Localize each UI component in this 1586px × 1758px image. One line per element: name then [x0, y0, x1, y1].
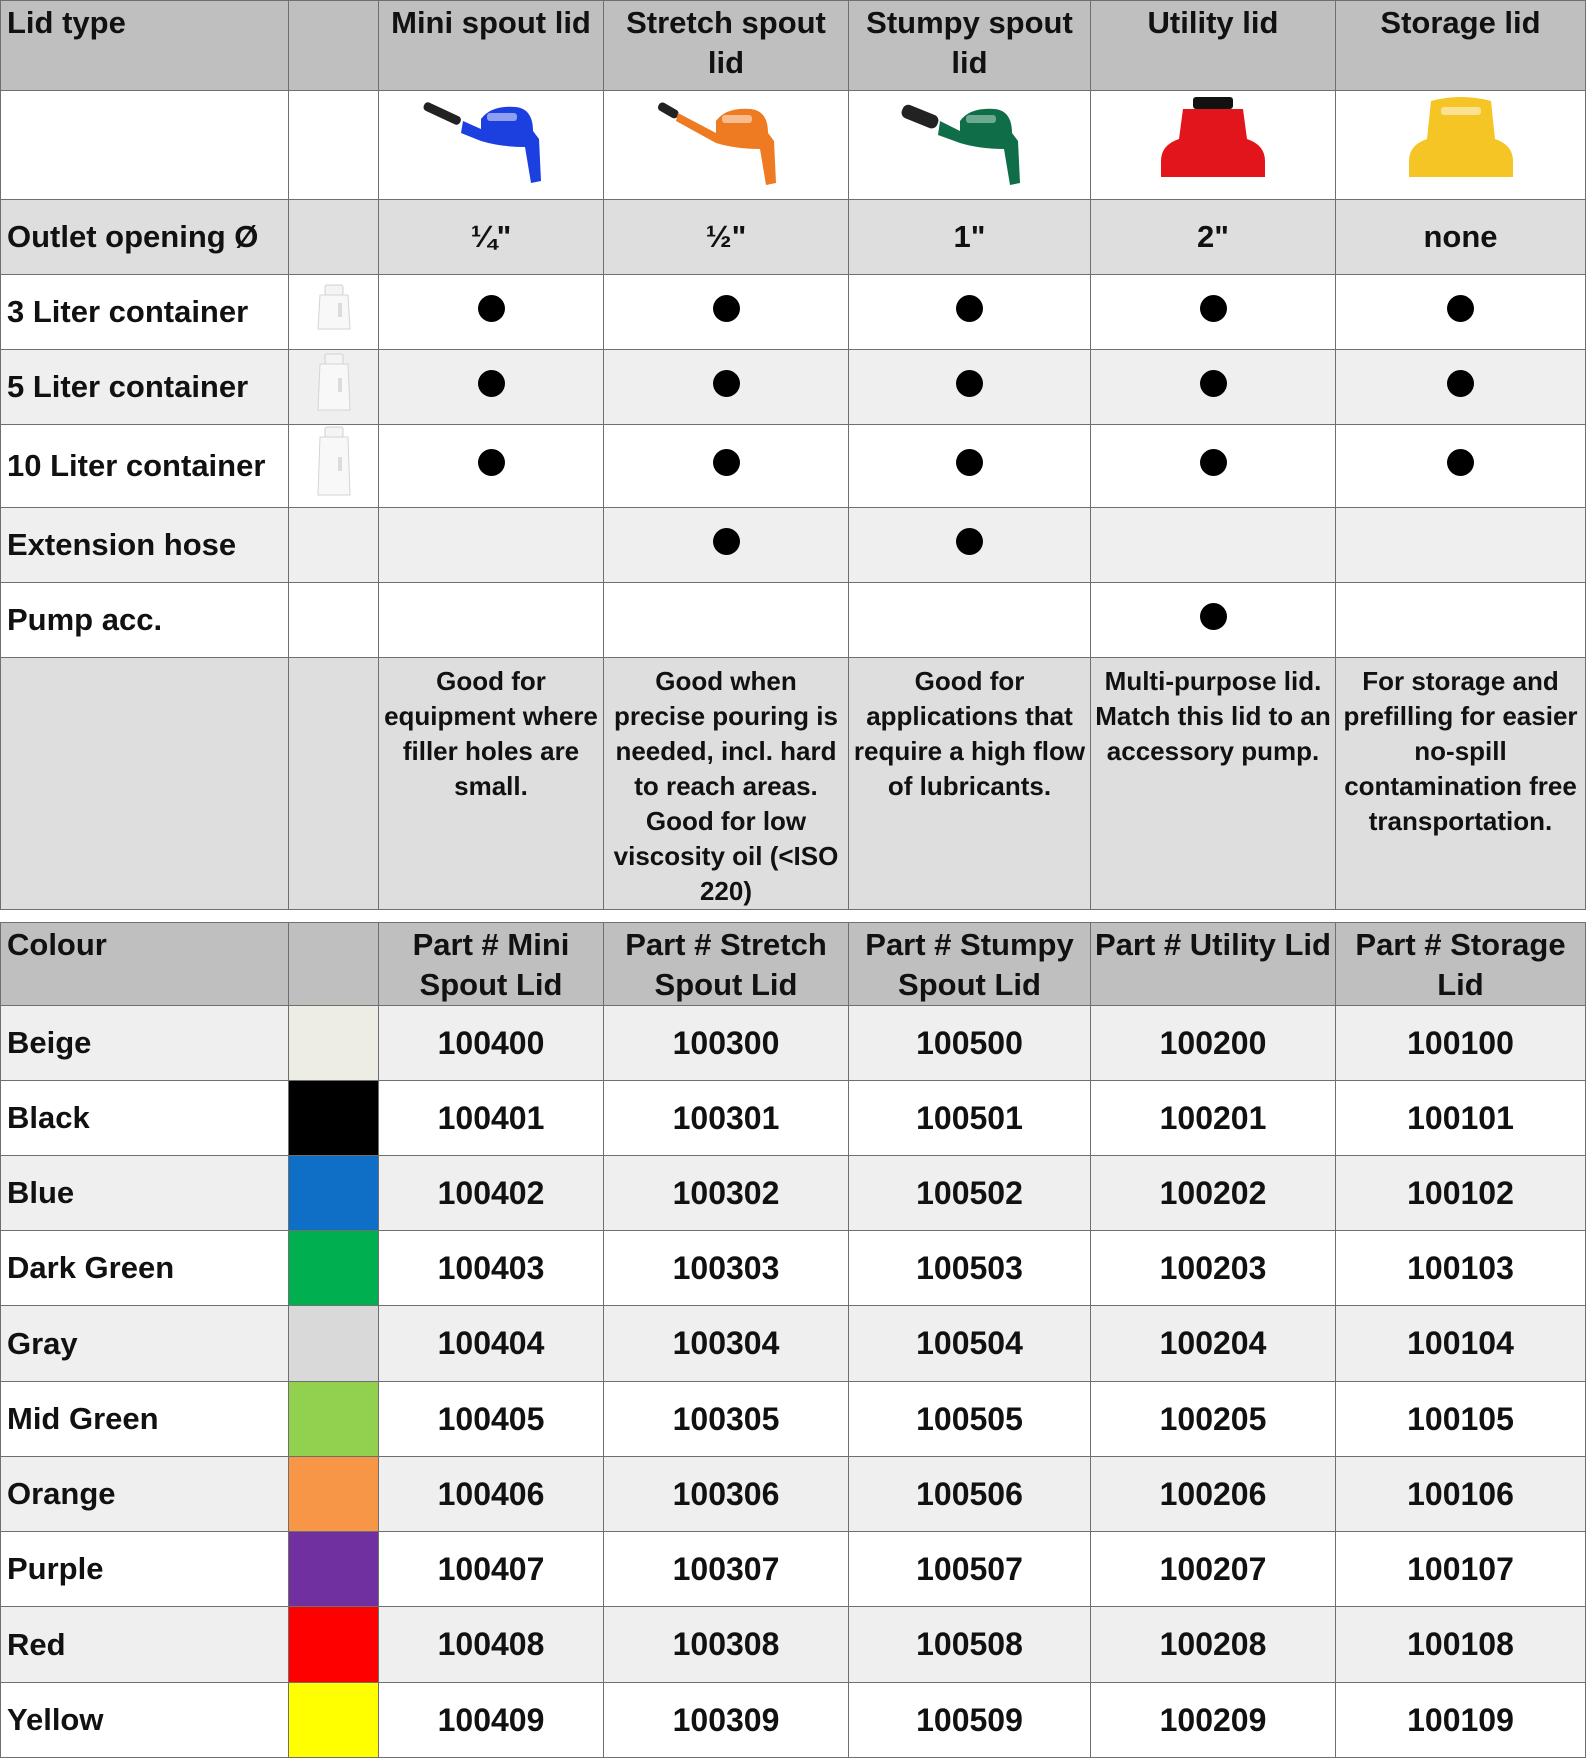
- compatible-dot-icon: [956, 528, 983, 555]
- compatibility-mark-cell: [379, 583, 604, 658]
- compatibility-row: [1, 350, 1586, 425]
- stretch-spout-lid-icon: [656, 91, 796, 191]
- compatibility-label: Extension hose: [1, 508, 289, 583]
- lid-image-cell: [379, 91, 604, 200]
- compatible-dot-icon: [1200, 449, 1227, 476]
- compatibility-row: [1, 583, 1586, 658]
- part-number: 100303: [604, 1231, 849, 1306]
- compatibility-mark-cell: [1091, 508, 1336, 583]
- part-column-header: Part # Utility Lid: [1091, 923, 1336, 1006]
- outlet-value: none: [1336, 200, 1586, 275]
- part-number: 100406: [379, 1457, 604, 1532]
- part-header-row: [1, 923, 1586, 1006]
- colour-name: Dark Green: [1, 1231, 289, 1306]
- colour-swatch: [289, 1607, 379, 1683]
- compatibility-label: Pump acc.: [1, 583, 289, 658]
- blank-cell: [289, 91, 379, 200]
- colour-swatch: [289, 1532, 379, 1607]
- compatibility-mark-cell: [1336, 275, 1586, 350]
- colour-name: Beige: [1, 1006, 289, 1081]
- compatible-dot-icon: [956, 449, 983, 476]
- compatibility-mark-cell: [849, 425, 1091, 508]
- part-number: 100202: [1091, 1156, 1336, 1231]
- compatibility-mark-cell: [379, 508, 604, 583]
- 5-liter-container-icon: [312, 352, 356, 414]
- part-number: 100109: [1336, 1683, 1586, 1758]
- compatible-dot-icon: [956, 370, 983, 397]
- container-icon-cell: [289, 425, 379, 508]
- compatibility-mark-cell: [1336, 425, 1586, 508]
- colour-swatch: [289, 1306, 379, 1382]
- lid-type-name: Stumpy spout lid: [849, 1, 1091, 91]
- part-number: 100307: [604, 1532, 849, 1607]
- part-number: 100208: [1091, 1607, 1336, 1683]
- part-number: 100201: [1091, 1081, 1336, 1156]
- part-row: [1, 1006, 1586, 1081]
- part-number: 100301: [604, 1081, 849, 1156]
- colour-swatch: [289, 1683, 379, 1758]
- compatible-dot-icon: [1447, 295, 1474, 322]
- compatibility-mark-cell: [1336, 508, 1586, 583]
- part-number: 100305: [604, 1382, 849, 1457]
- compatibility-mark-cell: [379, 425, 604, 508]
- outlet-value: ½": [604, 200, 849, 275]
- part-number: 100500: [849, 1006, 1091, 1081]
- part-column-header: Part # Stumpy Spout Lid: [849, 923, 1091, 1006]
- lid-type-header-label: Lid type: [1, 1, 289, 91]
- 3-liter-container-icon: [312, 283, 356, 333]
- part-row: [1, 1231, 1586, 1306]
- colour-name: Yellow: [1, 1683, 289, 1758]
- compatibility-mark-cell: [849, 508, 1091, 583]
- part-number: 100105: [1336, 1382, 1586, 1457]
- compatible-dot-icon: [1200, 370, 1227, 397]
- lid-image-cell: [1336, 91, 1586, 200]
- part-number: 100503: [849, 1231, 1091, 1306]
- part-number: 100108: [1336, 1607, 1586, 1683]
- part-rows: [1, 1006, 1586, 1758]
- compatible-dot-icon: [1200, 603, 1227, 630]
- part-number: 100103: [1336, 1231, 1586, 1306]
- part-number: 100300: [604, 1006, 849, 1081]
- compatible-dot-icon: [956, 295, 983, 322]
- colour-name: Orange: [1, 1457, 289, 1532]
- outlet-value: ¼": [379, 200, 604, 275]
- colour-swatch: [289, 1382, 379, 1457]
- compatibility-mark-cell: [1091, 350, 1336, 425]
- colour-name: Black: [1, 1081, 289, 1156]
- part-number: 100106: [1336, 1457, 1586, 1532]
- compatible-dot-icon: [478, 449, 505, 476]
- outlet-label: Outlet opening Ø: [1, 200, 289, 275]
- part-number: 100400: [379, 1006, 604, 1081]
- lid-type-name: Stretch spout lid: [604, 1, 849, 91]
- part-number: 100304: [604, 1306, 849, 1382]
- colour-name: Red: [1, 1607, 289, 1683]
- part-number: 100104: [1336, 1306, 1586, 1382]
- outlet-row: [1, 200, 1586, 275]
- part-number: 100401: [379, 1081, 604, 1156]
- mini-spout-lid-icon: [421, 91, 561, 191]
- part-number: 100404: [379, 1306, 604, 1382]
- lid-description: Multi-purpose lid. Match this lid to an accessory pump.: [1091, 658, 1336, 910]
- part-row: [1, 1532, 1586, 1607]
- compatibility-mark-cell: [604, 275, 849, 350]
- compatibility-mark-cell: [1336, 350, 1586, 425]
- part-number: 100408: [379, 1607, 604, 1683]
- header-blank-cell: [289, 923, 379, 1006]
- compatibility-mark-cell: [1091, 425, 1336, 508]
- part-number: 100204: [1091, 1306, 1336, 1382]
- colour-name: Mid Green: [1, 1382, 289, 1457]
- part-number: 100207: [1091, 1532, 1336, 1607]
- lid-image-row: [1, 91, 1586, 200]
- part-number: 100402: [379, 1156, 604, 1231]
- part-number: 100107: [1336, 1532, 1586, 1607]
- part-number: 100407: [379, 1532, 604, 1607]
- compatible-dot-icon: [713, 295, 740, 322]
- part-number: 100508: [849, 1607, 1091, 1683]
- lid-type-name: Storage lid: [1336, 1, 1586, 91]
- stumpy-spout-lid-icon: [900, 91, 1040, 191]
- compatibility-rows: [1, 275, 1586, 658]
- compatibility-label: 5 Liter container: [1, 350, 289, 425]
- part-row: [1, 1156, 1586, 1231]
- container-icon-cell: [289, 508, 379, 583]
- compatibility-mark-cell: [604, 425, 849, 508]
- part-number: 100403: [379, 1231, 604, 1306]
- compatibility-row: [1, 508, 1586, 583]
- container-icon-cell: [289, 275, 379, 350]
- 10-liter-container-icon: [312, 425, 356, 499]
- compatibility-mark-cell: [1336, 583, 1586, 658]
- blank-cell: [289, 658, 379, 910]
- storage-lid-icon: [1391, 91, 1531, 191]
- lid-image-cell: [1091, 91, 1336, 200]
- compatible-dot-icon: [478, 370, 505, 397]
- description-row: [1, 658, 1586, 910]
- colour-swatch: [289, 1006, 379, 1081]
- lid-description: Good for equipment where filler holes are small.: [379, 658, 604, 910]
- part-row: [1, 1457, 1586, 1532]
- part-number: 100306: [604, 1457, 849, 1532]
- lid-type-name: Utility lid: [1091, 1, 1336, 91]
- part-number: 100102: [1336, 1156, 1586, 1231]
- part-row: [1, 1382, 1586, 1457]
- container-icon-cell: [289, 583, 379, 658]
- colour-name: Purple: [1, 1532, 289, 1607]
- colour-swatch: [289, 1156, 379, 1231]
- part-column-header: Part # Mini Spout Lid: [379, 923, 604, 1006]
- compatible-dot-icon: [1447, 449, 1474, 476]
- part-row: [1, 1306, 1586, 1382]
- blank-cell: [289, 200, 379, 275]
- part-number: 100501: [849, 1081, 1091, 1156]
- compatible-dot-icon: [713, 449, 740, 476]
- part-number: 100405: [379, 1382, 604, 1457]
- part-number: 100509: [849, 1683, 1091, 1758]
- colour-header-label: Colour: [1, 923, 289, 1006]
- compatible-dot-icon: [478, 295, 505, 322]
- part-number: 100209: [1091, 1683, 1336, 1758]
- compatibility-mark-cell: [1091, 583, 1336, 658]
- compatibility-mark-cell: [604, 508, 849, 583]
- lid-type-header-row: [1, 1, 1586, 91]
- part-number: 100203: [1091, 1231, 1336, 1306]
- lid-description: Good for applications that require a high flow of lubricants.: [849, 658, 1091, 910]
- compatible-dot-icon: [713, 528, 740, 555]
- compatibility-mark-cell: [604, 350, 849, 425]
- blank-cell: [1, 91, 289, 200]
- part-number: 100308: [604, 1607, 849, 1683]
- lid-description: Good when precise pouring is needed, incl. hard to reach areas. Good for low viscosity oil (<ISO 220): [604, 658, 849, 910]
- compatibility-mark-cell: [604, 583, 849, 658]
- part-number: 100409: [379, 1683, 604, 1758]
- compatibility-label: 10 Liter container: [1, 425, 289, 508]
- part-row: [1, 1607, 1586, 1683]
- part-number: 100200: [1091, 1006, 1336, 1081]
- part-row: [1, 1081, 1586, 1156]
- compatible-dot-icon: [1447, 370, 1474, 397]
- container-icon-cell: [289, 350, 379, 425]
- colour-swatch: [289, 1457, 379, 1532]
- part-row: [1, 1683, 1586, 1758]
- part-number: 100504: [849, 1306, 1091, 1382]
- colour-swatch: [289, 1081, 379, 1156]
- part-number: 100206: [1091, 1457, 1336, 1532]
- part-number: 100309: [604, 1683, 849, 1758]
- lid-description: For storage and prefilling for easier no-spill contamination free transportation.: [1336, 658, 1586, 910]
- compatibility-label: 3 Liter container: [1, 275, 289, 350]
- part-column-header: Part # Stretch Spout Lid: [604, 923, 849, 1006]
- part-number: 100302: [604, 1156, 849, 1231]
- outlet-value: 1": [849, 200, 1091, 275]
- colour-name: Blue: [1, 1156, 289, 1231]
- colour-name: Gray: [1, 1306, 289, 1382]
- part-column-header: Part # Storage Lid: [1336, 923, 1586, 1006]
- part-number: 100205: [1091, 1382, 1336, 1457]
- lid-image-cell: [849, 91, 1091, 200]
- header-blank-cell: [289, 1, 379, 91]
- part-number: 100506: [849, 1457, 1091, 1532]
- part-number: 100502: [849, 1156, 1091, 1231]
- colour-swatch: [289, 1231, 379, 1306]
- part-number: 100507: [849, 1532, 1091, 1607]
- compatible-dot-icon: [1200, 295, 1227, 322]
- utility-lid-icon: [1143, 91, 1283, 191]
- compatibility-mark-cell: [1091, 275, 1336, 350]
- part-number: 100100: [1336, 1006, 1586, 1081]
- blank-cell: [1, 658, 289, 910]
- lid-type-name: Mini spout lid: [379, 1, 604, 91]
- part-number: 100101: [1336, 1081, 1586, 1156]
- lid-image-cell: [604, 91, 849, 200]
- compatibility-mark-cell: [849, 350, 1091, 425]
- compatibility-mark-cell: [849, 275, 1091, 350]
- compatibility-mark-cell: [379, 350, 604, 425]
- outlet-value: 2": [1091, 200, 1336, 275]
- compatibility-mark-cell: [379, 275, 604, 350]
- compatibility-row: [1, 425, 1586, 508]
- compatible-dot-icon: [713, 370, 740, 397]
- compatibility-row: [1, 275, 1586, 350]
- compatibility-mark-cell: [849, 583, 1091, 658]
- part-number-table: [0, 922, 1586, 1758]
- part-number: 100505: [849, 1382, 1091, 1457]
